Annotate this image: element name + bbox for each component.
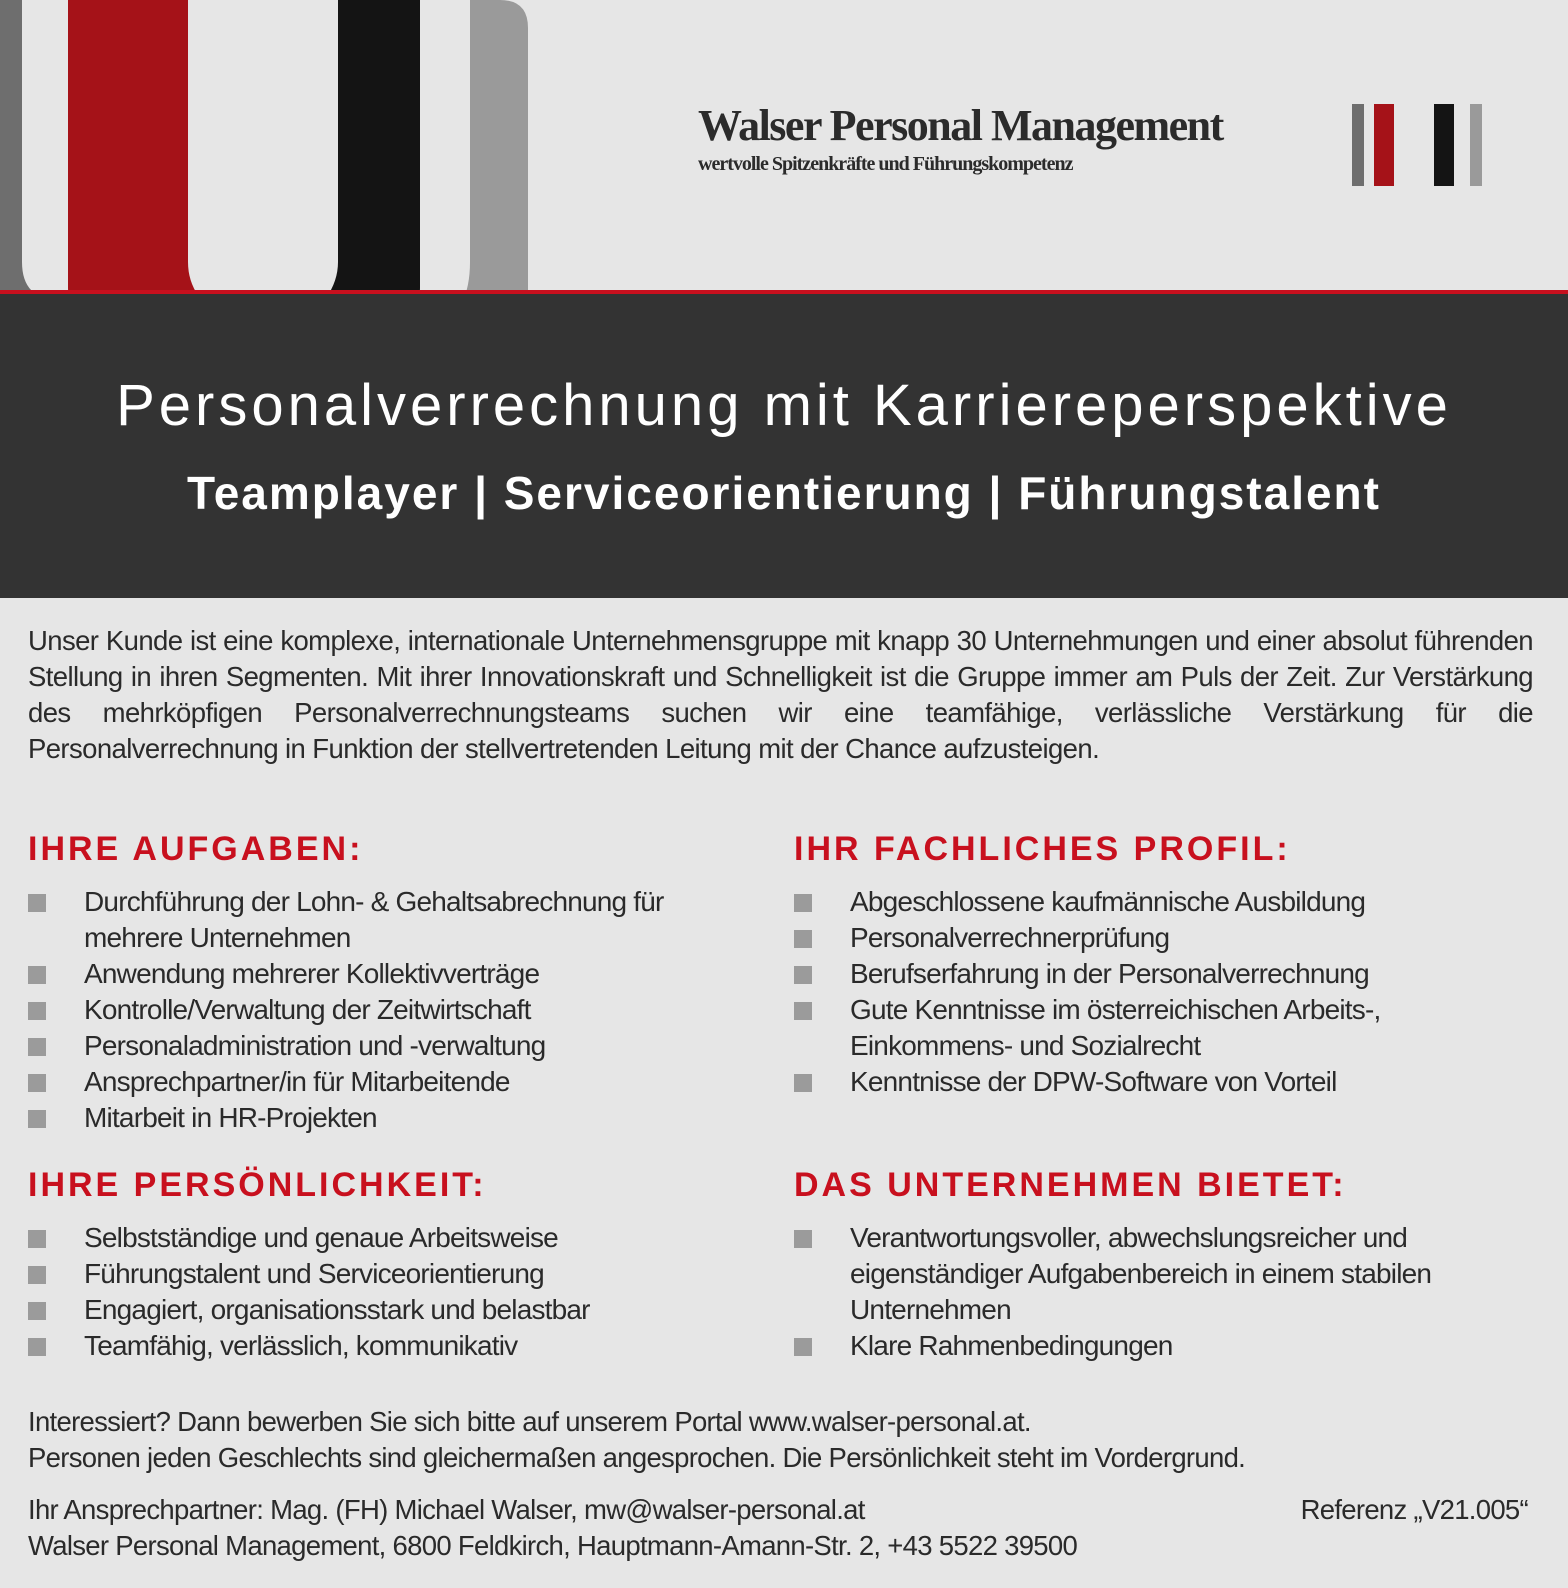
square-bullet-icon: [28, 1110, 46, 1128]
page-subtitle: Teamplayer | Serviceorientierung | Führungstalent: [187, 467, 1381, 519]
square-bullet-icon: [28, 1302, 46, 1320]
list-item: Teamfähig, verlässlich, kommunikativ: [28, 1328, 758, 1364]
square-bullet-icon: [28, 1074, 46, 1092]
list-item: Mitarbeit in HR-Projekten: [28, 1100, 758, 1136]
address-text: Walser Personal Management, 6800 Feldkirch, Hauptmann-Amann-Str. 2, +43 5522 39500: [28, 1530, 1078, 1561]
bracket-logo-large: [0, 0, 540, 330]
list-item: Verantwortungsvoller, abwechslungsreicher und eigenständiger Aufgabenbereich in einem stabilen Unternehmen: [794, 1220, 1514, 1328]
section-title-profil: IHR FACHLICHES PROFIL:: [794, 830, 1291, 868]
company-tagline: wertvolle Spitzenkräfte und Führungskompetenz: [698, 153, 1073, 175]
title-band: [0, 290, 1568, 598]
square-bullet-icon: [28, 894, 46, 912]
square-bullet-icon: [794, 1002, 812, 1020]
list-item: Kontrolle/Verwaltung der Zeitwirtschaft: [28, 992, 758, 1028]
list-item: Personalverrechnerprüfung: [794, 920, 1514, 956]
square-bullet-icon: [28, 1338, 46, 1356]
list-item: Durchführung der Lohn- & Gehaltsabrechnung für mehrere Unternehmen: [28, 884, 758, 956]
intro-text: Unser Kunde ist eine komplexe, internationale Unternehmensgruppe mit knapp 30 Unternehmungen und einer absolut führenden Stellung in ihren Segmenten. Mit ihrer Innovationskraft und Schnelligkeit ist die Gruppe immer am Puls der Zeit. Zur Verstärkung des mehrköpfigen Personalverrechnungsteams suchen wir eine teamfähige, verlässliche Verstärkung für die Personalverrechnung in Funktion der stellvertretenden Leitung mit der Chance aufzusteigen.: [28, 625, 1533, 764]
square-bullet-icon: [794, 930, 812, 948]
list-profil: [794, 884, 1514, 1100]
list-bietet: [794, 1220, 1514, 1364]
square-bullet-icon: [794, 1338, 812, 1356]
list-item: Abgeschlossene kaufmännische Ausbildung: [794, 884, 1514, 920]
list-item: Ansprechpartner/in für Mitarbeitende: [28, 1064, 758, 1100]
reference-code: Referenz „V21.005“: [1300, 1494, 1528, 1525]
bracket-logo-small: [1352, 100, 1492, 190]
square-bullet-icon: [794, 966, 812, 984]
square-bullet-icon: [794, 1074, 812, 1092]
company-block: [698, 100, 1318, 176]
list-item: Engagiert, organisationsstark und belastbar: [28, 1292, 758, 1328]
section-title-aufgaben: IHRE AUFGABEN:: [28, 830, 364, 868]
list-item: Klare Rahmenbedingungen: [794, 1328, 1514, 1364]
square-bullet-icon: [794, 1230, 812, 1248]
list-item: Kenntnisse der DPW-Software von Vorteil: [794, 1064, 1514, 1100]
company-name: Walser Personal Management: [698, 101, 1223, 150]
square-bullet-icon: [28, 1266, 46, 1284]
list-item: Anwendung mehrerer Kollektivverträge: [28, 956, 758, 992]
section-title-bietet: DAS UNTERNEHMEN BIETET:: [794, 1166, 1347, 1204]
list-item: Berufserfahrung in der Personalverrechnung: [794, 956, 1514, 992]
page-title: Personalverrechnung mit Karriereperspektive: [116, 373, 1452, 438]
header: [0, 0, 1568, 600]
list-persoenlichkeit: [28, 1220, 758, 1364]
list-item: Führungstalent und Serviceorientierung: [28, 1256, 758, 1292]
list-aufgaben: [28, 884, 758, 1136]
list-item: Gute Kenntnisse im österreichischen Arbeits-, Einkommens- und Sozialrecht: [794, 992, 1514, 1064]
apply-text: Interessiert? Dann bewerben Sie sich bitte auf unserem Portal www.walser-personal.at.: [28, 1406, 1031, 1437]
square-bullet-icon: [28, 1002, 46, 1020]
list-item: Selbstständige und genaue Arbeitsweise: [28, 1220, 758, 1256]
list-item: Personaladministration und -verwaltung: [28, 1028, 758, 1064]
square-bullet-icon: [28, 1038, 46, 1056]
square-bullet-icon: [28, 966, 46, 984]
diversity-text: Personen jeden Geschlechts sind gleichermaßen angesprochen. Die Persönlichkeit steht im Vordergrund.: [28, 1442, 1246, 1473]
section-title-persoenlichkeit: IHRE PERSÖNLICHKEIT:: [28, 1166, 487, 1204]
square-bullet-icon: [794, 894, 812, 912]
contact-text: Ihr Ansprechpartner: Mag. (FH) Michael Walser, mw@walser-personal.at: [28, 1494, 865, 1525]
square-bullet-icon: [28, 1230, 46, 1248]
